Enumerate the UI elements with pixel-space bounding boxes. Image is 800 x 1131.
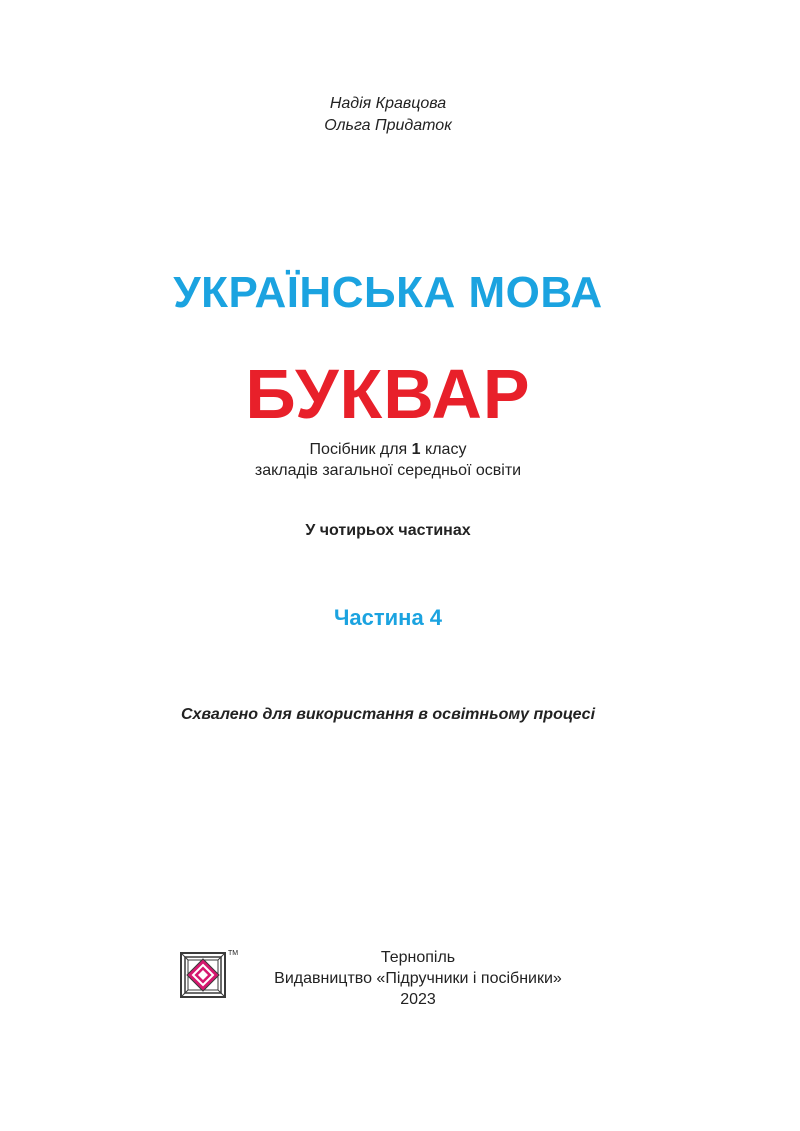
description-text-before: Посібник для bbox=[309, 441, 412, 458]
trademark-mark: TM bbox=[228, 950, 239, 957]
author-2: Ольга Придаток bbox=[324, 117, 452, 134]
description-line-2: закладів загальної середньої освіти bbox=[254, 462, 522, 479]
publisher-city: Тернопіль bbox=[380, 949, 456, 966]
publisher-name: Видавництво «Підручники і посібники» bbox=[274, 970, 562, 987]
book-title: БУКВАР bbox=[245, 355, 531, 433]
approval-note: Схвалено для використання в освітньому процесі bbox=[180, 706, 596, 723]
publication-year: 2023 bbox=[400, 991, 436, 1008]
subject-heading: УКРАЇНСЬКА МОВА bbox=[173, 268, 603, 317]
parts-note: У чотирьох частинах bbox=[305, 522, 471, 539]
grade-number: 1 bbox=[411, 441, 421, 458]
description-line-1 bbox=[0, 440, 776, 460]
author-1: Надія Кравцова bbox=[329, 95, 447, 112]
description-text-after: класу bbox=[420, 441, 467, 458]
part-label: Частина 4 bbox=[333, 605, 443, 630]
